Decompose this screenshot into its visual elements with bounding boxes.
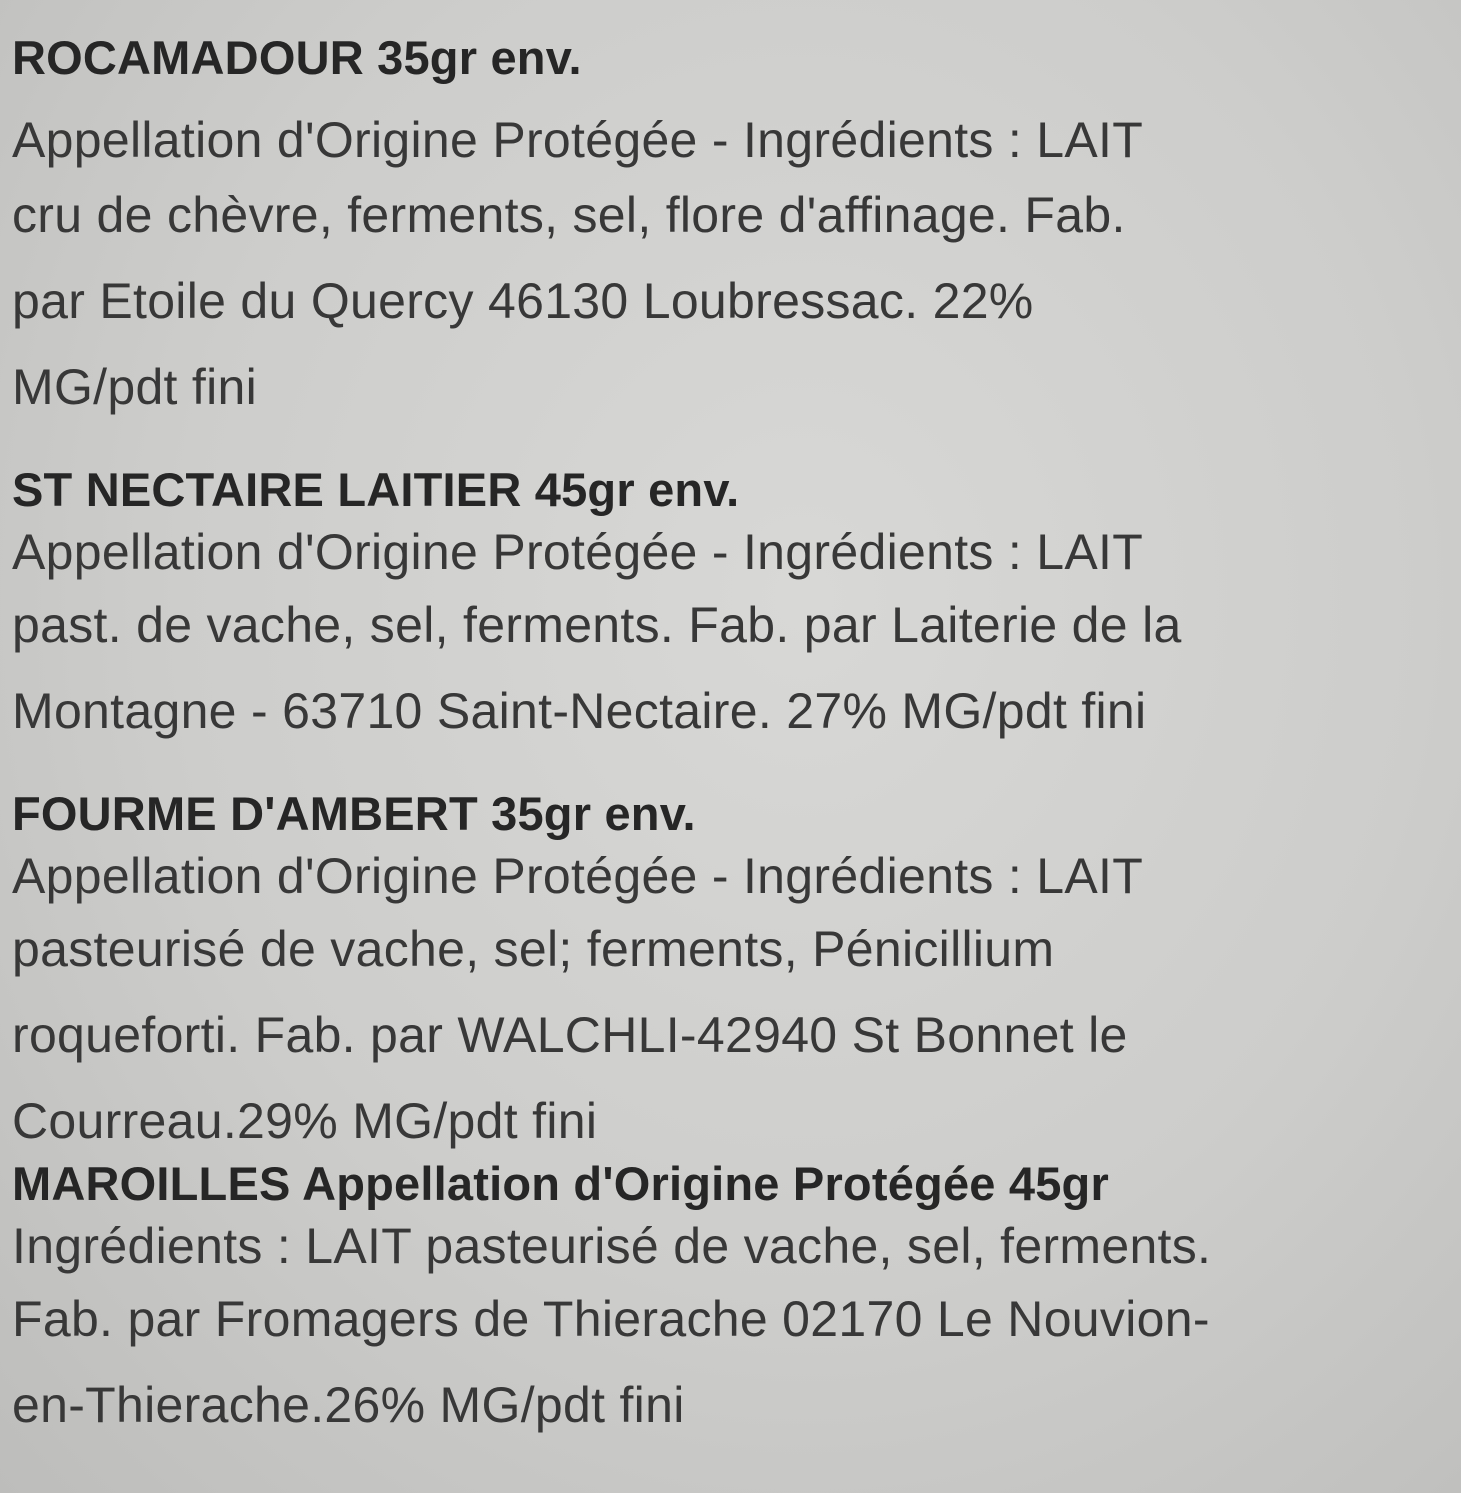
product-maroilles	[12, 1156, 1432, 1448]
ingredient-line: MG/pdt fini	[12, 359, 258, 415]
ingredient-line: Appellation d'Origine Protégée - Ingrédients : LAIT	[12, 524, 1144, 580]
ingredient-line: Appellation d'Origine Protégée - Ingrédients : LAIT	[12, 848, 1144, 904]
ingredient-line: pasteurisé de vache, sel; ferments, Pénicillium	[12, 921, 1055, 977]
product-title: ST NECTAIRE LAITIER 45gr env.	[12, 463, 740, 516]
product-rocamadour	[12, 30, 1432, 430]
ingredient-line: par Etoile du Quercy 46130 Loubressac. 22%	[12, 273, 1034, 329]
product-st-nectaire	[12, 462, 1432, 754]
ingredient-line: cru de chèvre, ferments, sel, flore d'affinage. Fab.	[12, 187, 1126, 243]
product-title: FOURME D'AMBERT 35gr env.	[12, 787, 696, 840]
ingredient-line: Appellation d'Origine Protégée - Ingrédients : LAIT	[12, 112, 1144, 168]
ingredient-line: Courreau.29% MG/pdt fini	[12, 1093, 598, 1149]
product-title: MAROILLES Appellation d'Origine Protégée 45gr	[12, 1157, 1109, 1210]
ingredient-line: en-Thierache.26% MG/pdt fini	[12, 1377, 685, 1433]
product-fourme-d-ambert	[12, 786, 1432, 1164]
product-title: ROCAMADOUR 35gr env.	[12, 31, 582, 84]
ingredient-line: Montagne - 63710 Saint-Nectaire. 27% MG/pdt fini	[12, 683, 1147, 739]
ingredient-line: Fab. par Fromagers de Thierache 02170 Le Nouvion-	[12, 1291, 1210, 1347]
ingredient-line: roqueforti. Fab. par WALCHLI-42940 St Bonnet le	[12, 1007, 1128, 1063]
ingredient-line: past. de vache, sel, ferments. Fab. par Laiterie de la	[12, 597, 1182, 653]
ingredient-line: Ingrédients : LAIT pasteurisé de vache, sel, ferments.	[12, 1218, 1212, 1274]
